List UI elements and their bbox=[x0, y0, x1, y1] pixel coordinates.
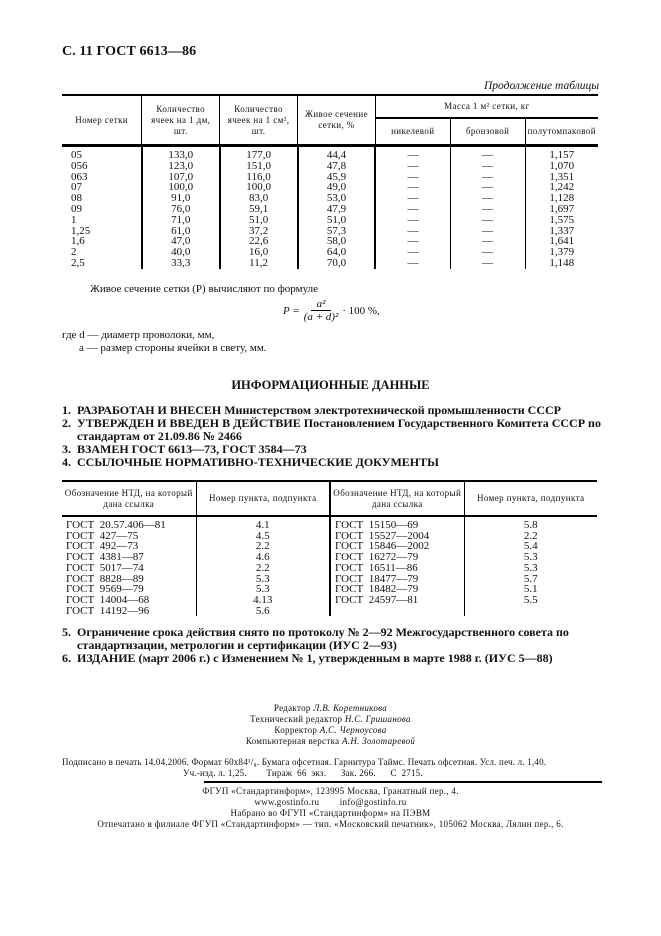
info-item-2 bbox=[62, 417, 602, 443]
cell-doc-left: ГОСТ 8828—89 bbox=[66, 572, 144, 585]
cell-cells-per-dm: 107,0 bbox=[142, 172, 220, 183]
typeset-info: Набрано во ФГУП «Стандартинформ» на ПЭВМ bbox=[230, 808, 431, 818]
imprint-name: Л.В. Коретникова bbox=[313, 703, 388, 713]
publisher-address: ФГУП «Стандартинформ», 123995 Москва, Гранатный пер., 4. bbox=[202, 786, 459, 796]
cell-clause-right: 5.3 bbox=[464, 552, 597, 563]
cell-open-area: 49,0 bbox=[298, 182, 376, 193]
cell-cells-per-cm2: 22,6 bbox=[220, 236, 298, 247]
formula-where-a: a — размер стороны ячейки в свету, мм. bbox=[79, 342, 267, 354]
col-header-doc-right: Обозначение НТД, на который дана ссылка bbox=[330, 481, 464, 516]
cell-mass-bronze: — bbox=[450, 204, 525, 215]
page-header: С. 11 ГОСТ 6613—86 bbox=[62, 44, 197, 59]
cell-mesh-number: 05 bbox=[71, 149, 82, 161]
cell-clause-right bbox=[464, 606, 597, 617]
cell-doc-right: ГОСТ 24597—81 bbox=[330, 595, 464, 606]
col-header-mass-bronze: бронзовой bbox=[450, 118, 525, 146]
info-item-number: 3. bbox=[62, 442, 71, 456]
col-header-mass-tombac: полутомпаковой bbox=[525, 118, 598, 146]
cell-doc-left: ГОСТ 14192—96 bbox=[66, 604, 150, 617]
cell-mass-tombac: 1,575 bbox=[525, 215, 598, 226]
formula-denominator: (a + d)² bbox=[303, 311, 339, 323]
cell-mass-tombac: 1,641 bbox=[525, 236, 598, 247]
cell-mass-nickel: — bbox=[375, 172, 450, 183]
info-item-continuation: стандартам от 21.09.86 № 2466 bbox=[77, 429, 242, 443]
cell-cells-per-cm2: 51,0 bbox=[220, 215, 298, 226]
cell-mesh-number: 056 bbox=[71, 159, 88, 172]
printed-info: Отпечатано в филиале ФГУП «Стандартинформ» — тип. «Московский печатник», 105062 Москва, Лялин пер., 6. bbox=[97, 819, 564, 829]
formula-intro-text: Живое сечение сетки (P) вычисляют по формуле bbox=[90, 283, 318, 295]
cell-cells-per-cm2: 83,0 bbox=[220, 193, 298, 204]
cell-doc-right: ГОСТ 18482—79 bbox=[330, 584, 464, 595]
cell-doc-right: ГОСТ 15150—69 bbox=[330, 516, 464, 531]
cell-doc-right: ГОСТ 16272—79 bbox=[330, 552, 464, 563]
cell-mass-tombac: 1,337 bbox=[525, 226, 598, 237]
cell-mass-bronze: — bbox=[450, 226, 525, 237]
col-header-cells-per-dm: Количество ячеек на 1 дм, шт. bbox=[142, 95, 220, 146]
cell-mass-bronze: — bbox=[450, 182, 525, 193]
cell-clause-left: 2.2 bbox=[196, 541, 330, 552]
cell-mass-nickel: — bbox=[375, 215, 450, 226]
cell-mass-tombac: 1,697 bbox=[525, 204, 598, 215]
col-header-clause-right: Номер пункта, подпункта bbox=[464, 481, 597, 516]
cell-clause-left: 4.13 bbox=[196, 595, 330, 606]
table-row bbox=[62, 215, 598, 226]
cell-cells-per-cm2: 151,0 bbox=[220, 161, 298, 172]
col-header-clause-left: Номер пункта, подпункта bbox=[196, 481, 330, 516]
cell-clause-right: 5.4 bbox=[464, 541, 597, 552]
col-header-doc-left: Обозначение НТД, на который дана ссылка bbox=[62, 481, 196, 516]
cell-doc-left: ГОСТ 5017—74 bbox=[66, 561, 144, 574]
cell-open-area: 44,4 bbox=[298, 146, 376, 161]
cell-mass-tombac: 1,070 bbox=[525, 161, 598, 172]
open-area-formula bbox=[283, 298, 380, 323]
cell-mass-nickel: — bbox=[375, 182, 450, 193]
cell-mass-nickel: — bbox=[375, 193, 450, 204]
table-row bbox=[62, 563, 597, 574]
info-section-title: ИНФОРМАЦИОННЫЕ ДАННЫЕ bbox=[231, 378, 430, 392]
cell-mass-nickel: — bbox=[375, 161, 450, 172]
cell-cells-per-dm: 100,0 bbox=[142, 182, 220, 193]
info-item-continuation: стандартизации, метрологии и сертификации (ИУС 2—93) bbox=[77, 638, 397, 652]
cell-doc-right: ГОСТ 18477—79 bbox=[330, 574, 464, 585]
cell-doc-left: ГОСТ 427—75 bbox=[66, 529, 139, 542]
mesh-table bbox=[62, 94, 598, 269]
col-header-cells-per-cm2: Количество ячеек на 1 см², шт. bbox=[220, 95, 298, 146]
cell-mesh-number: 07 bbox=[71, 181, 82, 194]
info-item-4 bbox=[62, 456, 602, 469]
cell-cells-per-cm2: 177,0 bbox=[220, 146, 298, 161]
cell-mesh-number: 1 bbox=[71, 213, 77, 226]
cell-mesh-number: 063 bbox=[71, 170, 88, 183]
info-item-number: 1. bbox=[62, 403, 71, 417]
cell-open-area: 53,0 bbox=[298, 193, 376, 204]
cell-mass-nickel: — bbox=[375, 226, 450, 237]
cell-cells-per-dm: 33,3 bbox=[142, 258, 220, 269]
cell-mesh-number: 08 bbox=[71, 192, 82, 205]
imprint-signed-line: Подписано в печать 14.04.2006. Формат 60x84¹/₈. Бумага офсетная. Гарнитура Таймс. Печать офсетная. Усл. печ. л. 1,40. bbox=[62, 757, 547, 767]
cell-cells-per-cm2: 59,1 bbox=[220, 204, 298, 215]
info-item-text: УТВЕРЖДЕН И ВВЕДЕН В ДЕЙСТВИЕ Постановлением Государственного Комитета СССР по bbox=[77, 416, 601, 430]
info-item-text: РАЗРАБОТАН И ВНЕСЕН Министерством электротехнической промышленности СССР bbox=[77, 403, 562, 417]
info-item-text: ССЫЛОЧНЫЕ НОРМАТИВНО-ТЕХНИЧЕСКИЕ ДОКУМЕНТЫ bbox=[77, 455, 439, 469]
cell-cells-per-dm: 40,0 bbox=[142, 247, 220, 258]
cell-mass-bronze: — bbox=[450, 193, 525, 204]
info-item-text: Ограничение срока действия снято по протоколу № 2—92 Межгосударственного совета по bbox=[77, 625, 569, 639]
publisher-web: www.gostinfo.ru info@gostinfo.ru bbox=[254, 797, 407, 807]
cell-mesh-number: 2,5 bbox=[71, 256, 85, 269]
cell-mass-bronze: — bbox=[450, 161, 525, 172]
cell-open-area: 57,3 bbox=[298, 226, 376, 237]
cell-mass-nickel: — bbox=[375, 146, 450, 161]
imprint-divider bbox=[204, 781, 602, 783]
cell-doc-right: ГОСТ 16511—86 bbox=[330, 563, 464, 574]
col-header-mass-group: Масса 1 м² сетки, кг bbox=[375, 95, 598, 118]
cell-mass-bronze: — bbox=[450, 172, 525, 183]
cell-mesh-number: 09 bbox=[71, 202, 82, 215]
cell-clause-left: 4.6 bbox=[196, 552, 330, 563]
info-item-number: 4. bbox=[62, 455, 71, 469]
imprint-label: Компьютерная верстка bbox=[245, 736, 340, 746]
table-row bbox=[62, 606, 597, 617]
cell-clause-left: 5.6 bbox=[196, 606, 330, 617]
cell-doc-right: ГОСТ 15527—2004 bbox=[330, 531, 464, 542]
cell-doc-left: ГОСТ 20.57.406—81 bbox=[66, 519, 166, 531]
cell-cells-per-dm: 123,0 bbox=[142, 161, 220, 172]
cell-cells-per-dm: 47,0 bbox=[142, 236, 220, 247]
info-item-number: 2. bbox=[62, 416, 71, 430]
cell-mass-bronze: — bbox=[450, 146, 525, 161]
col-header-mesh-number: Номер сетки bbox=[62, 95, 142, 146]
table-continuation-label: Продолжение таблицы bbox=[483, 80, 599, 92]
table-row bbox=[62, 516, 597, 531]
cell-clause-left: 5.3 bbox=[196, 584, 330, 595]
cell-mesh-number: 1,25 bbox=[71, 224, 91, 237]
cell-doc-right bbox=[330, 606, 464, 617]
cell-mass-bronze: — bbox=[450, 236, 525, 247]
imprint-name: Н.С. Гришанова bbox=[344, 714, 411, 724]
cell-open-area: 64,0 bbox=[298, 247, 376, 258]
cell-clause-left: 4.5 bbox=[196, 531, 330, 542]
cell-open-area: 70,0 bbox=[298, 258, 376, 269]
cell-cells-per-dm: 76,0 bbox=[142, 204, 220, 215]
cell-clause-right: 5.3 bbox=[464, 563, 597, 574]
cell-mass-bronze: — bbox=[450, 215, 525, 226]
cell-mass-tombac: 1,379 bbox=[525, 247, 598, 258]
imprint-label: Технический редактор bbox=[250, 714, 343, 724]
imprint-signed-line-2: Уч.-изд. л. 1,25. Тираж 66 экз. Зак. 266. С 2715. bbox=[183, 768, 423, 778]
cell-clause-right: 5.8 bbox=[464, 516, 597, 531]
cell-clause-right: 5.5 bbox=[464, 595, 597, 606]
formula-fraction bbox=[304, 298, 339, 323]
cell-mass-tombac: 1,128 bbox=[525, 193, 598, 204]
info-item-text: ИЗДАНИЕ (март 2006 г.) с Изменением № 1, утвержденным в марте 1988 г. (ИУС 5—88) bbox=[77, 651, 553, 665]
formula-numerator: a² bbox=[311, 298, 332, 311]
cell-mass-tombac: 1,157 bbox=[525, 146, 598, 161]
cell-cells-per-dm: 61,0 bbox=[142, 226, 220, 237]
cell-cells-per-dm: 91,0 bbox=[142, 193, 220, 204]
info-item-number: 5. bbox=[62, 625, 71, 639]
imprint-layout bbox=[0, 736, 661, 747]
cell-cells-per-dm: 133,0 bbox=[142, 146, 220, 161]
formula-lhs: P = bbox=[283, 304, 300, 317]
table-row bbox=[62, 161, 598, 172]
imprint-label: Корректор bbox=[274, 725, 318, 735]
formula-intro bbox=[90, 283, 318, 295]
cell-mass-nickel: — bbox=[375, 258, 450, 269]
imprint-editor bbox=[0, 703, 661, 714]
formula-where-d: где d — диаметр проволоки, мм, bbox=[62, 329, 215, 341]
col-header-open-area: Живое сечение сетки, % bbox=[298, 95, 376, 146]
formula-tail: · 100 %, bbox=[342, 304, 380, 317]
cell-clause-left: 2.2 bbox=[196, 563, 330, 574]
cell-mass-tombac: 1,351 bbox=[525, 172, 598, 183]
imprint-label: Редактор bbox=[273, 703, 311, 713]
table-row bbox=[62, 146, 598, 161]
cell-open-area: 47,9 bbox=[298, 204, 376, 215]
cell-mass-bronze: — bbox=[450, 258, 525, 269]
cell-doc-left: ГОСТ 4381—87 bbox=[66, 551, 144, 564]
cell-open-area: 45,9 bbox=[298, 172, 376, 183]
info-item-number: 6. bbox=[62, 651, 71, 665]
cell-clause-left: 4.1 bbox=[196, 516, 330, 531]
cell-open-area: 58,0 bbox=[298, 236, 376, 247]
table-row bbox=[62, 258, 598, 269]
cell-mesh-number: 1,6 bbox=[71, 235, 85, 248]
cell-mass-bronze: — bbox=[450, 247, 525, 258]
info-item-6 bbox=[62, 652, 602, 665]
cell-open-area: 51,0 bbox=[298, 215, 376, 226]
cell-cells-per-cm2: 116,0 bbox=[220, 172, 298, 183]
cell-clause-left: 5.3 bbox=[196, 574, 330, 585]
cell-mass-nickel: — bbox=[375, 236, 450, 247]
cell-cells-per-cm2: 16,0 bbox=[220, 247, 298, 258]
imprint-tech-editor bbox=[0, 714, 661, 725]
imprint-name: А.С. Черноусова bbox=[319, 725, 387, 735]
info-item-text: ВЗАМЕН ГОСТ 6613—73, ГОСТ 3584—73 bbox=[77, 442, 307, 456]
imprint-name: А.Н. Золотаревой bbox=[341, 736, 416, 746]
cell-mass-nickel: — bbox=[375, 204, 450, 215]
cell-mesh-number: 2 bbox=[71, 246, 77, 259]
referenced-documents-table bbox=[62, 480, 597, 616]
info-item-5 bbox=[62, 626, 602, 652]
cell-cells-per-cm2: 11,2 bbox=[220, 258, 298, 269]
cell-mass-tombac: 1,242 bbox=[525, 182, 598, 193]
cell-cells-per-dm: 71,0 bbox=[142, 215, 220, 226]
cell-doc-left: ГОСТ 492—73 bbox=[66, 540, 139, 553]
imprint-corrector bbox=[0, 725, 661, 736]
cell-clause-right: 2.2 bbox=[464, 531, 597, 542]
cell-mass-tombac: 1,148 bbox=[525, 258, 598, 269]
cell-doc-left: ГОСТ 9569—79 bbox=[66, 583, 144, 596]
cell-clause-right: 5.1 bbox=[464, 584, 597, 595]
cell-mass-nickel: — bbox=[375, 247, 450, 258]
cell-doc-left: ГОСТ 14004—68 bbox=[66, 593, 150, 606]
cell-doc-right: ГОСТ 15846—2002 bbox=[330, 541, 464, 552]
cell-clause-right: 5.7 bbox=[464, 574, 597, 585]
cell-open-area: 47,8 bbox=[298, 161, 376, 172]
cell-cells-per-cm2: 100,0 bbox=[220, 182, 298, 193]
table-row bbox=[62, 531, 597, 542]
col-header-mass-nickel: никелевой bbox=[375, 118, 450, 146]
cell-cells-per-cm2: 37,2 bbox=[220, 226, 298, 237]
